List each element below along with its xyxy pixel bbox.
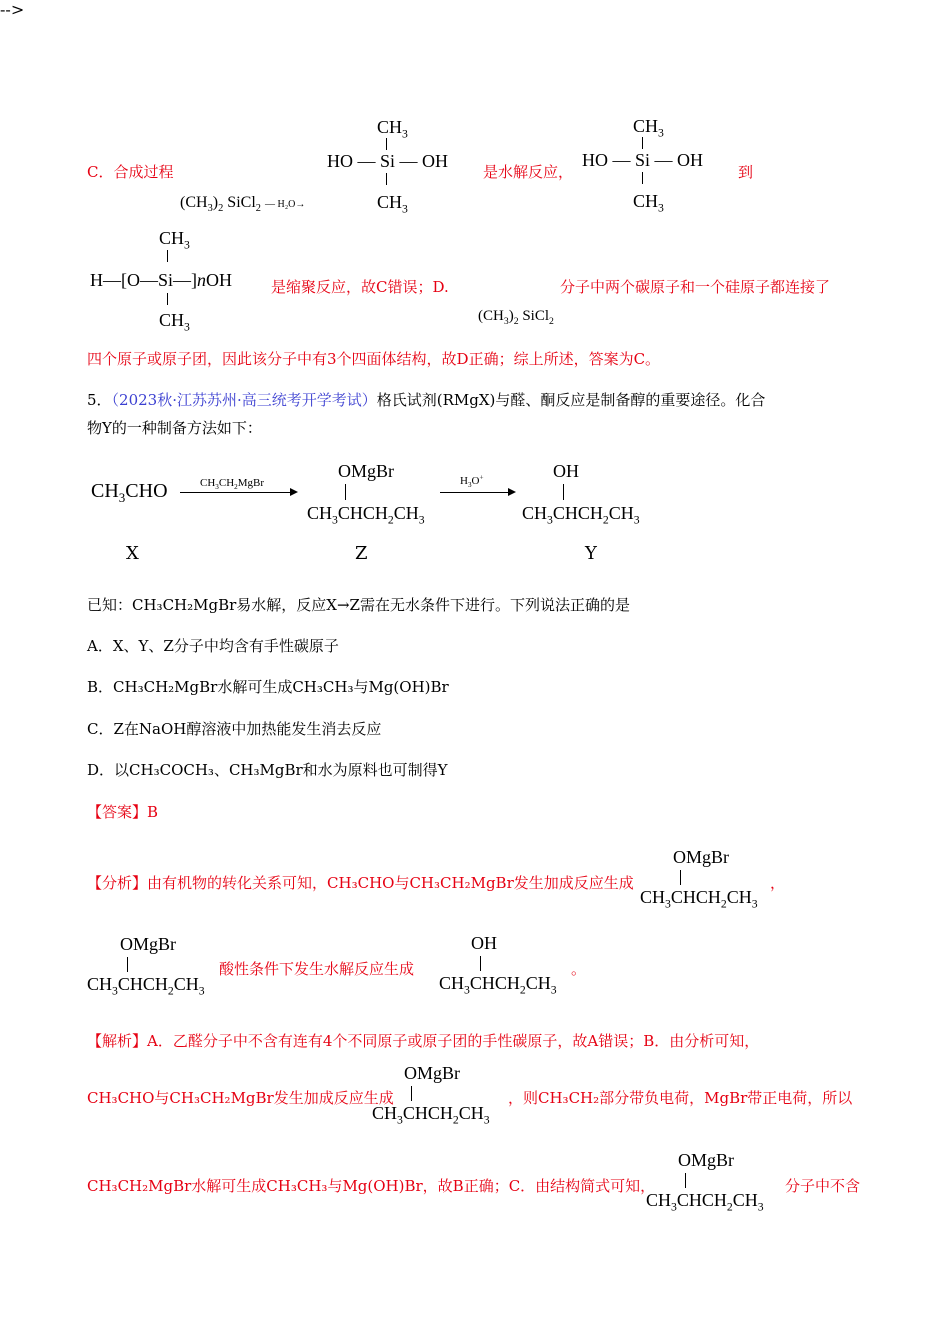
option-a: A．X、Y、Z分子中均含有手性碳原子: [87, 637, 339, 655]
analysis-line1: [87, 872, 634, 893]
analysis-period: 。: [571, 960, 587, 978]
explanation-text4: CH₃CH₂MgBr水解可生成CH₃CH₃与Mg(OH)Br，故B正确；C．由结构简式可知，: [87, 1177, 656, 1195]
analysis-label: 【分析】: [87, 874, 148, 892]
label-z: Z: [355, 543, 368, 564]
option-b: B．CH₃CH₂MgBr水解可生成CH₃CH₃与Mg(OH)Br: [87, 678, 449, 696]
dimethyldichlorosilane-formula: $(CH_3)_2$ SiCl$_2$ — H₂O→: [180, 194, 306, 215]
label-x: X: [126, 543, 139, 564]
conclusion-text: 四个原子或原子团，因此该分子中有3个四面体结构，故D正确；综上所述，答案为C。: [87, 350, 661, 368]
condensation-text: 是缩聚反应，故C错误；D.: [271, 278, 449, 296]
question-5-stem-line2: 物Y的一种制备方法如下：: [87, 419, 262, 437]
explanation-text5: 分子中不含: [785, 1177, 861, 1195]
option-c-prefix: C．合成过程: [87, 163, 174, 181]
question-5-stem-line1: [87, 389, 765, 410]
analysis-text1: 由有机物的转化关系可知，CH₃CHO与CH₃CH₂MgBr发生加成反应生成: [147, 874, 634, 892]
explanation-line1: [87, 1030, 759, 1051]
explanation-text2: CH₃CHO与CH₃CH₂MgBr发生加成反应生成: [87, 1089, 394, 1107]
hydrolysis-text: 是水解反应，: [483, 163, 574, 181]
label-y: Y: [585, 543, 597, 564]
answer-label: 【答案】: [87, 803, 148, 821]
question-stem: 格氏试剂(RMgX)与醛、酮反应是制备醇的重要途径。化合: [376, 391, 766, 409]
explanation-text1: A．乙醛分子中不含有连有4个不同原子或原子团的手性碳原子，故A错误；B．由分析可知，: [147, 1032, 760, 1050]
question-source: （2023秋·江苏苏州·高三统考开学考试）: [111, 391, 377, 409]
to-text: 到: [738, 163, 754, 181]
explanation-text3: ，则CH₃CH₂部分带负电荷，MgBr带正电荷，所以: [508, 1089, 853, 1107]
option-d: D．以CH₃COCH₃、CH₃MgBr和水为原料也可制得Y: [87, 761, 448, 779]
answer-value: B: [147, 803, 159, 821]
question-number: 5．: [87, 391, 112, 409]
dimethyldichlorosilane-formula-2: $(CH_3)_2$ SiCl$_2$: [478, 308, 554, 327]
option-c: C．Z在NaOH醇溶液中加热能发生消去反应: [87, 720, 382, 738]
analysis-comma: ，: [770, 874, 786, 892]
option-d-text: 分子中两个碳原子和一个硅原子都连接了: [560, 278, 831, 296]
answer-line: [87, 801, 158, 822]
known-condition: 已知：CH₃CH₂MgBr易水解，反应X→Z需在无水条件下进行。下列说法正确的是: [87, 596, 630, 614]
explanation-label: 【解析】: [87, 1032, 148, 1050]
analysis-text2: 酸性条件下发生水解反应生成: [219, 960, 415, 978]
